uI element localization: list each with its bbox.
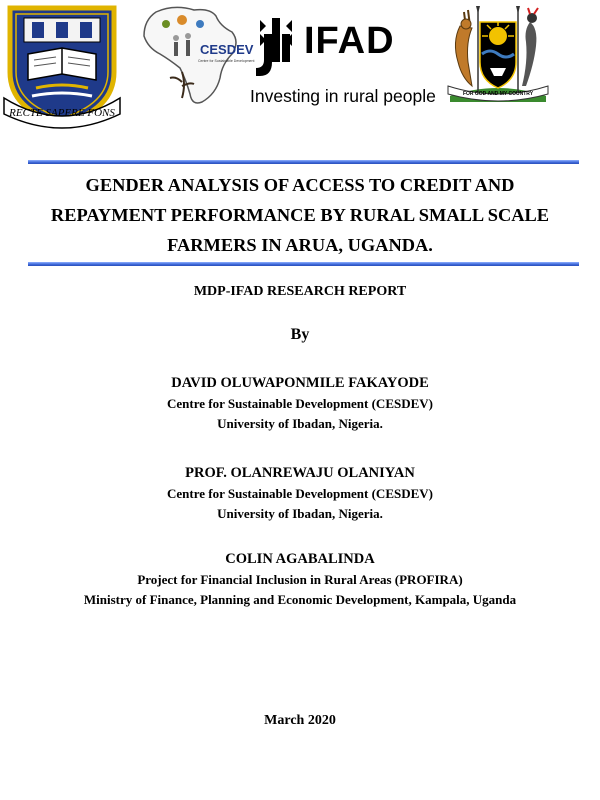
university-of-ibadan-crest-icon bbox=[2, 2, 122, 128]
cesdev-logo-icon bbox=[136, 2, 255, 108]
author-name: COLIN AGABALINDA bbox=[225, 551, 375, 567]
logo-row bbox=[0, 0, 600, 140]
title-line: GENDER ANALYSIS OF ACCESS TO CREDIT AND bbox=[85, 175, 515, 195]
author-affiliation: Project for Financial Inclusion in Rural Areas (PROFIRA) bbox=[137, 572, 463, 587]
uganda-motto: FOR GOD AND MY COUNTRY bbox=[462, 91, 534, 97]
report-date: March 2020 bbox=[264, 713, 336, 728]
author-block bbox=[0, 462, 600, 524]
title-rule-bottom bbox=[28, 262, 579, 266]
author-affiliation: Centre for Sustainable Development (CESDEV) bbox=[166, 486, 433, 501]
author-name: PROF. OLANREWAJU OLANIYAN bbox=[185, 465, 415, 481]
author-affiliation: University of Ibadan, Nigeria. bbox=[217, 416, 383, 431]
author-affiliation: Ministry of Finance, Planning and Economic Development, Kampala, Uganda bbox=[83, 592, 517, 607]
ifad-tagline: Investing in rural people bbox=[250, 86, 436, 106]
author-block bbox=[0, 372, 600, 434]
author-affiliation: Centre for Sustainable Development (CESDEV) bbox=[166, 396, 433, 411]
report-title bbox=[20, 170, 580, 260]
author-block bbox=[0, 548, 600, 610]
cesdev-small-text: Centre for Sustainable Development bbox=[198, 59, 255, 63]
ifad-wheat-icon bbox=[252, 14, 300, 80]
report-type: MDP-IFAD RESEARCH REPORT bbox=[193, 284, 407, 299]
title-rule-top bbox=[28, 160, 579, 164]
cesdev-abbr: CESDEV bbox=[200, 42, 254, 57]
author-affiliation: University of Ibadan, Nigeria. bbox=[217, 506, 383, 521]
by-label: By bbox=[290, 326, 310, 343]
ui-motto: RECTE SAPERE FONS bbox=[9, 107, 115, 119]
ifad-wordmark: IFAD bbox=[304, 20, 395, 62]
title-line: FARMERS IN ARUA, UGANDA. bbox=[167, 235, 433, 255]
title-line: REPAYMENT PERFORMANCE BY RURAL SMALL SCALE bbox=[50, 205, 550, 225]
uganda-coat-of-arms-icon bbox=[442, 2, 554, 106]
author-name: DAVID OLUWAPONMILE FAKAYODE bbox=[171, 375, 429, 391]
ifad-logo bbox=[250, 8, 436, 108]
